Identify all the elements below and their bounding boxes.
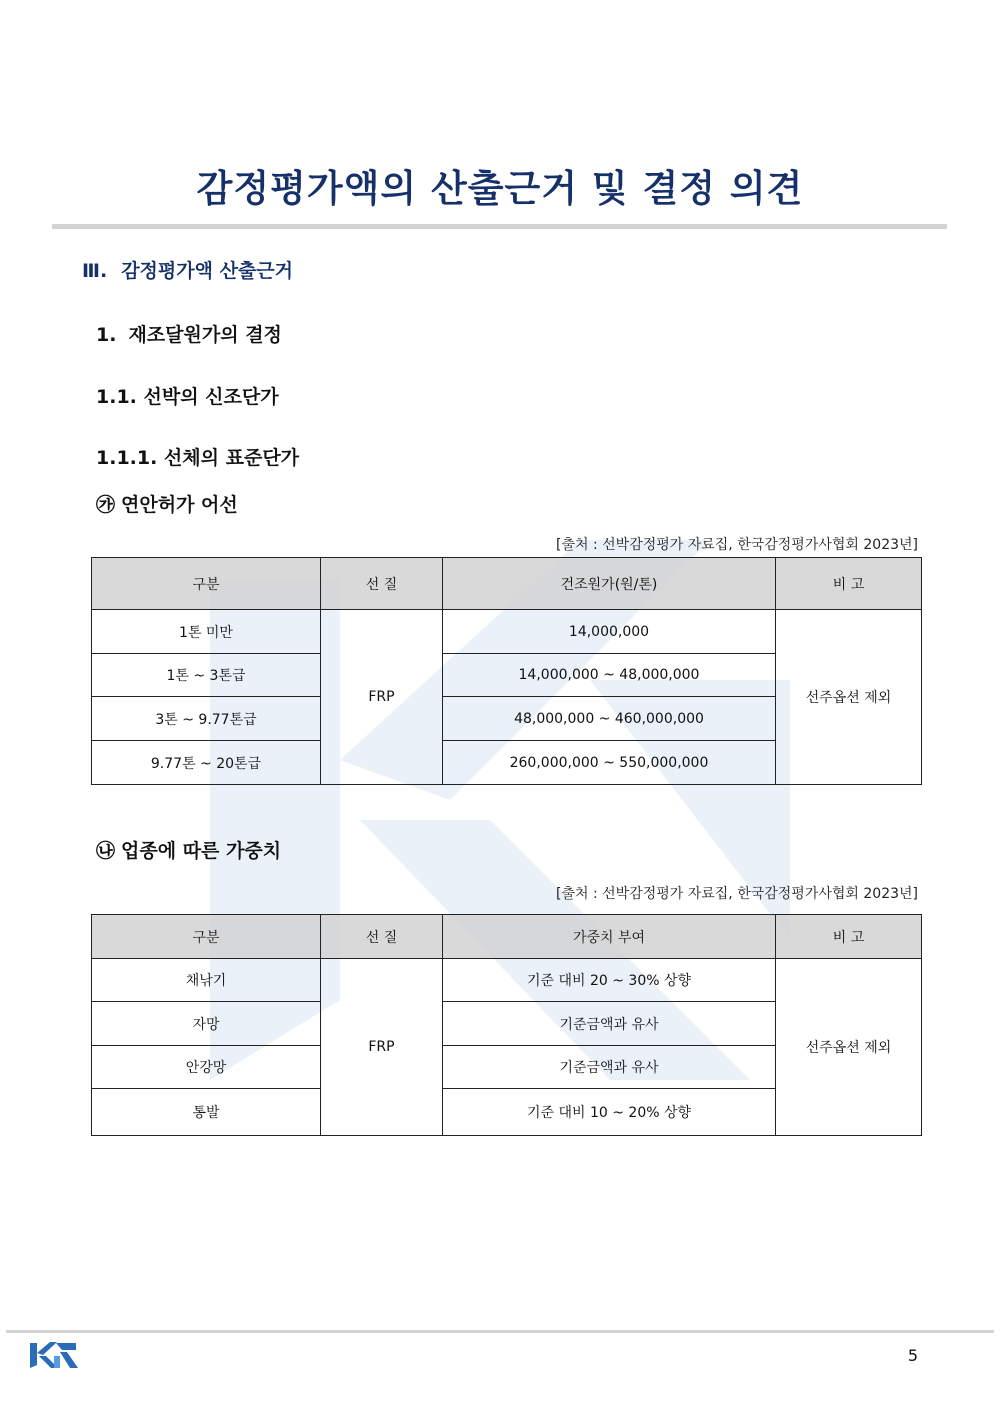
- heading-level-2: 1.1. 선박의 신조단가: [96, 386, 279, 408]
- weight-table: [91, 914, 922, 1136]
- column-header: 선 질: [321, 915, 443, 959]
- section-title: 감정평가액 산출근거: [121, 260, 293, 282]
- table-cell-material: FRP: [321, 959, 443, 1136]
- table-cell-category: 9.77톤 ~ 20톤급: [92, 741, 321, 785]
- heading1-number: 1.: [96, 324, 117, 346]
- table-cell-value: 48,000,000 ~ 460,000,000: [443, 697, 776, 741]
- section-number: Ⅲ.: [82, 260, 108, 282]
- subsection-a-mark: ㉮: [96, 494, 116, 516]
- table-cell-value: 기준금액과 유사: [443, 1046, 776, 1089]
- heading-level-1: [96, 320, 282, 347]
- table-cell-category: 1톤 ~ 3톤급: [92, 654, 321, 697]
- column-header: 가중치 부여: [443, 915, 776, 959]
- table-cell-value: 14,000,000: [443, 610, 776, 654]
- table-cell-category: 1톤 미만: [92, 610, 321, 654]
- column-header: 구분: [92, 558, 321, 610]
- table-cell-material: FRP: [321, 610, 443, 785]
- column-header: 비 고: [776, 915, 922, 959]
- table-cell-category: 3톤 ~ 9.77톤급: [92, 697, 321, 741]
- table-cell-value: 기준금액과 유사: [443, 1002, 776, 1046]
- column-header: 선 질: [321, 558, 443, 610]
- heading-level-3: 1.1.1. 선체의 표준단가: [96, 447, 300, 469]
- table-cell-category: 자망: [92, 1002, 321, 1046]
- heading1-title: 재조달원가의 결정: [128, 324, 282, 346]
- source-citation-b: [출처 : 선박감정평가 자료집, 한국감정평가사협회 2023년]: [556, 886, 918, 902]
- section-heading: [82, 256, 293, 283]
- table-cell-note: 선주옵션 제외: [776, 959, 922, 1136]
- table-cell-value: 기준 대비 10 ~ 20% 상향: [443, 1089, 776, 1136]
- source-citation-a: [출처 : 선박감정평가 자료집, 한국감정평가사협회 2023년]: [556, 537, 918, 553]
- page-number: 5: [907, 1346, 918, 1365]
- subsection-a-title: 연안허가 어선: [121, 494, 238, 516]
- column-header: 건조원가(원/톤): [443, 558, 776, 610]
- subsection-b-heading: [96, 836, 281, 863]
- table-cell-category: 안강망: [92, 1046, 321, 1089]
- cost-table: [91, 557, 922, 785]
- company-logo: [30, 1340, 78, 1368]
- table-header-row: [92, 915, 922, 959]
- footer-divider: [6, 1330, 994, 1333]
- table-cell-value: 14,000,000 ~ 48,000,000: [443, 654, 776, 697]
- table-row: [92, 610, 922, 654]
- table-cell-value: 기준 대비 20 ~ 30% 상향: [443, 959, 776, 1002]
- subsection-a-heading: [96, 490, 238, 517]
- table-cell-note: 선주옵션 제외: [776, 610, 922, 785]
- table-cell-value: 260,000,000 ~ 550,000,000: [443, 741, 776, 785]
- title-divider: [52, 224, 947, 229]
- table-row: [92, 959, 922, 1002]
- table-cell-category: 통발: [92, 1089, 321, 1136]
- table-header-row: [92, 558, 922, 610]
- column-header: 구분: [92, 915, 321, 959]
- table-cell-category: 채낚기: [92, 959, 321, 1002]
- subsection-b-mark: ㉯: [96, 840, 116, 862]
- page-title: 감정평가액의 산출근거 및 결정 의견: [196, 167, 804, 210]
- column-header: 비 고: [776, 558, 922, 610]
- subsection-b-title: 업종에 따른 가중치: [121, 840, 282, 862]
